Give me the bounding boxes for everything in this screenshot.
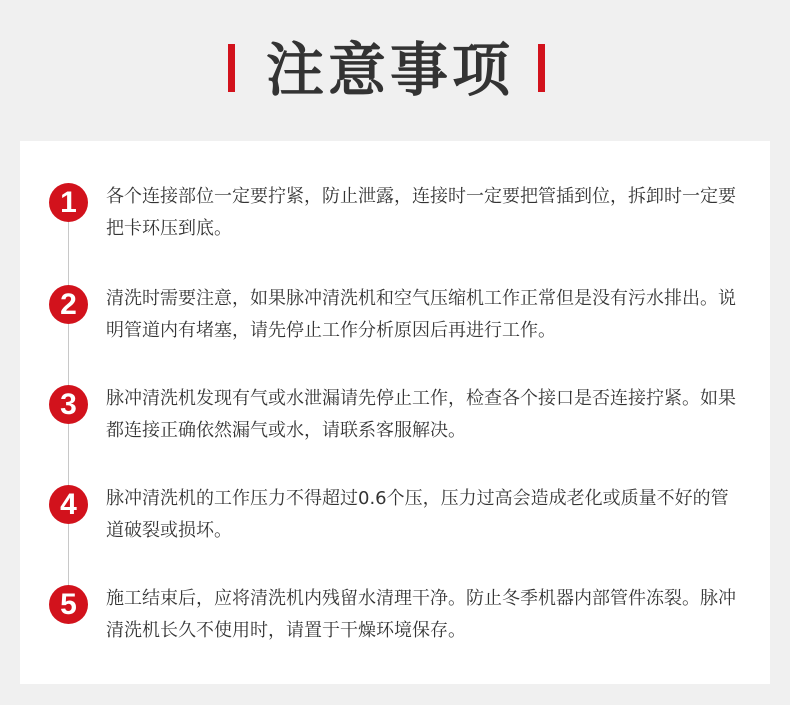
notes-card <box>20 141 770 684</box>
note-text: 脉冲清洗机发现有气或水泄漏请先停止工作，检查各个接口是否连接拧紧。如果都连接正确依然漏气或水，请联系客服解决。 <box>106 388 736 441</box>
note-item-2 <box>20 283 770 353</box>
step-number-badge: 2 <box>49 285 88 324</box>
page-header <box>0 28 790 116</box>
note-text: 施工结束后，应将清洗机内残留水清理干净。防止冬季机器内部管件冻裂。脉冲清洗机长久不使用时，请置于干燥环境保存。 <box>106 588 736 641</box>
page-title: 注意事项 <box>265 36 514 104</box>
note-text: 脉冲清洗机的工作压力不得超过0.6个压，压力过高会造成老化或质量不好的管道破裂或损坏。 <box>106 488 729 541</box>
title-accent-bar-left <box>228 44 235 92</box>
note-item-5 <box>20 583 770 653</box>
step-number-badge: 3 <box>49 385 88 424</box>
note-text: 清洗时需要注意，如果脉冲清洗机和空气压缩机工作正常但是没有污水排出。说明管道内有堵塞，请先停止工作分析原因后再进行工作。 <box>106 288 736 341</box>
step-number-badge: 4 <box>49 485 88 524</box>
step-number-badge: 1 <box>49 183 88 222</box>
note-item-4 <box>20 483 770 553</box>
note-text: 各个连接部位一定要拧紧，防止泄露，连接时一定要把管插到位，拆卸时一定要把卡环压到底。 <box>106 186 736 239</box>
title-accent-bar-right <box>538 44 545 92</box>
note-item-1 <box>20 181 770 251</box>
step-number-badge: 5 <box>49 585 88 624</box>
note-item-3 <box>20 383 770 453</box>
